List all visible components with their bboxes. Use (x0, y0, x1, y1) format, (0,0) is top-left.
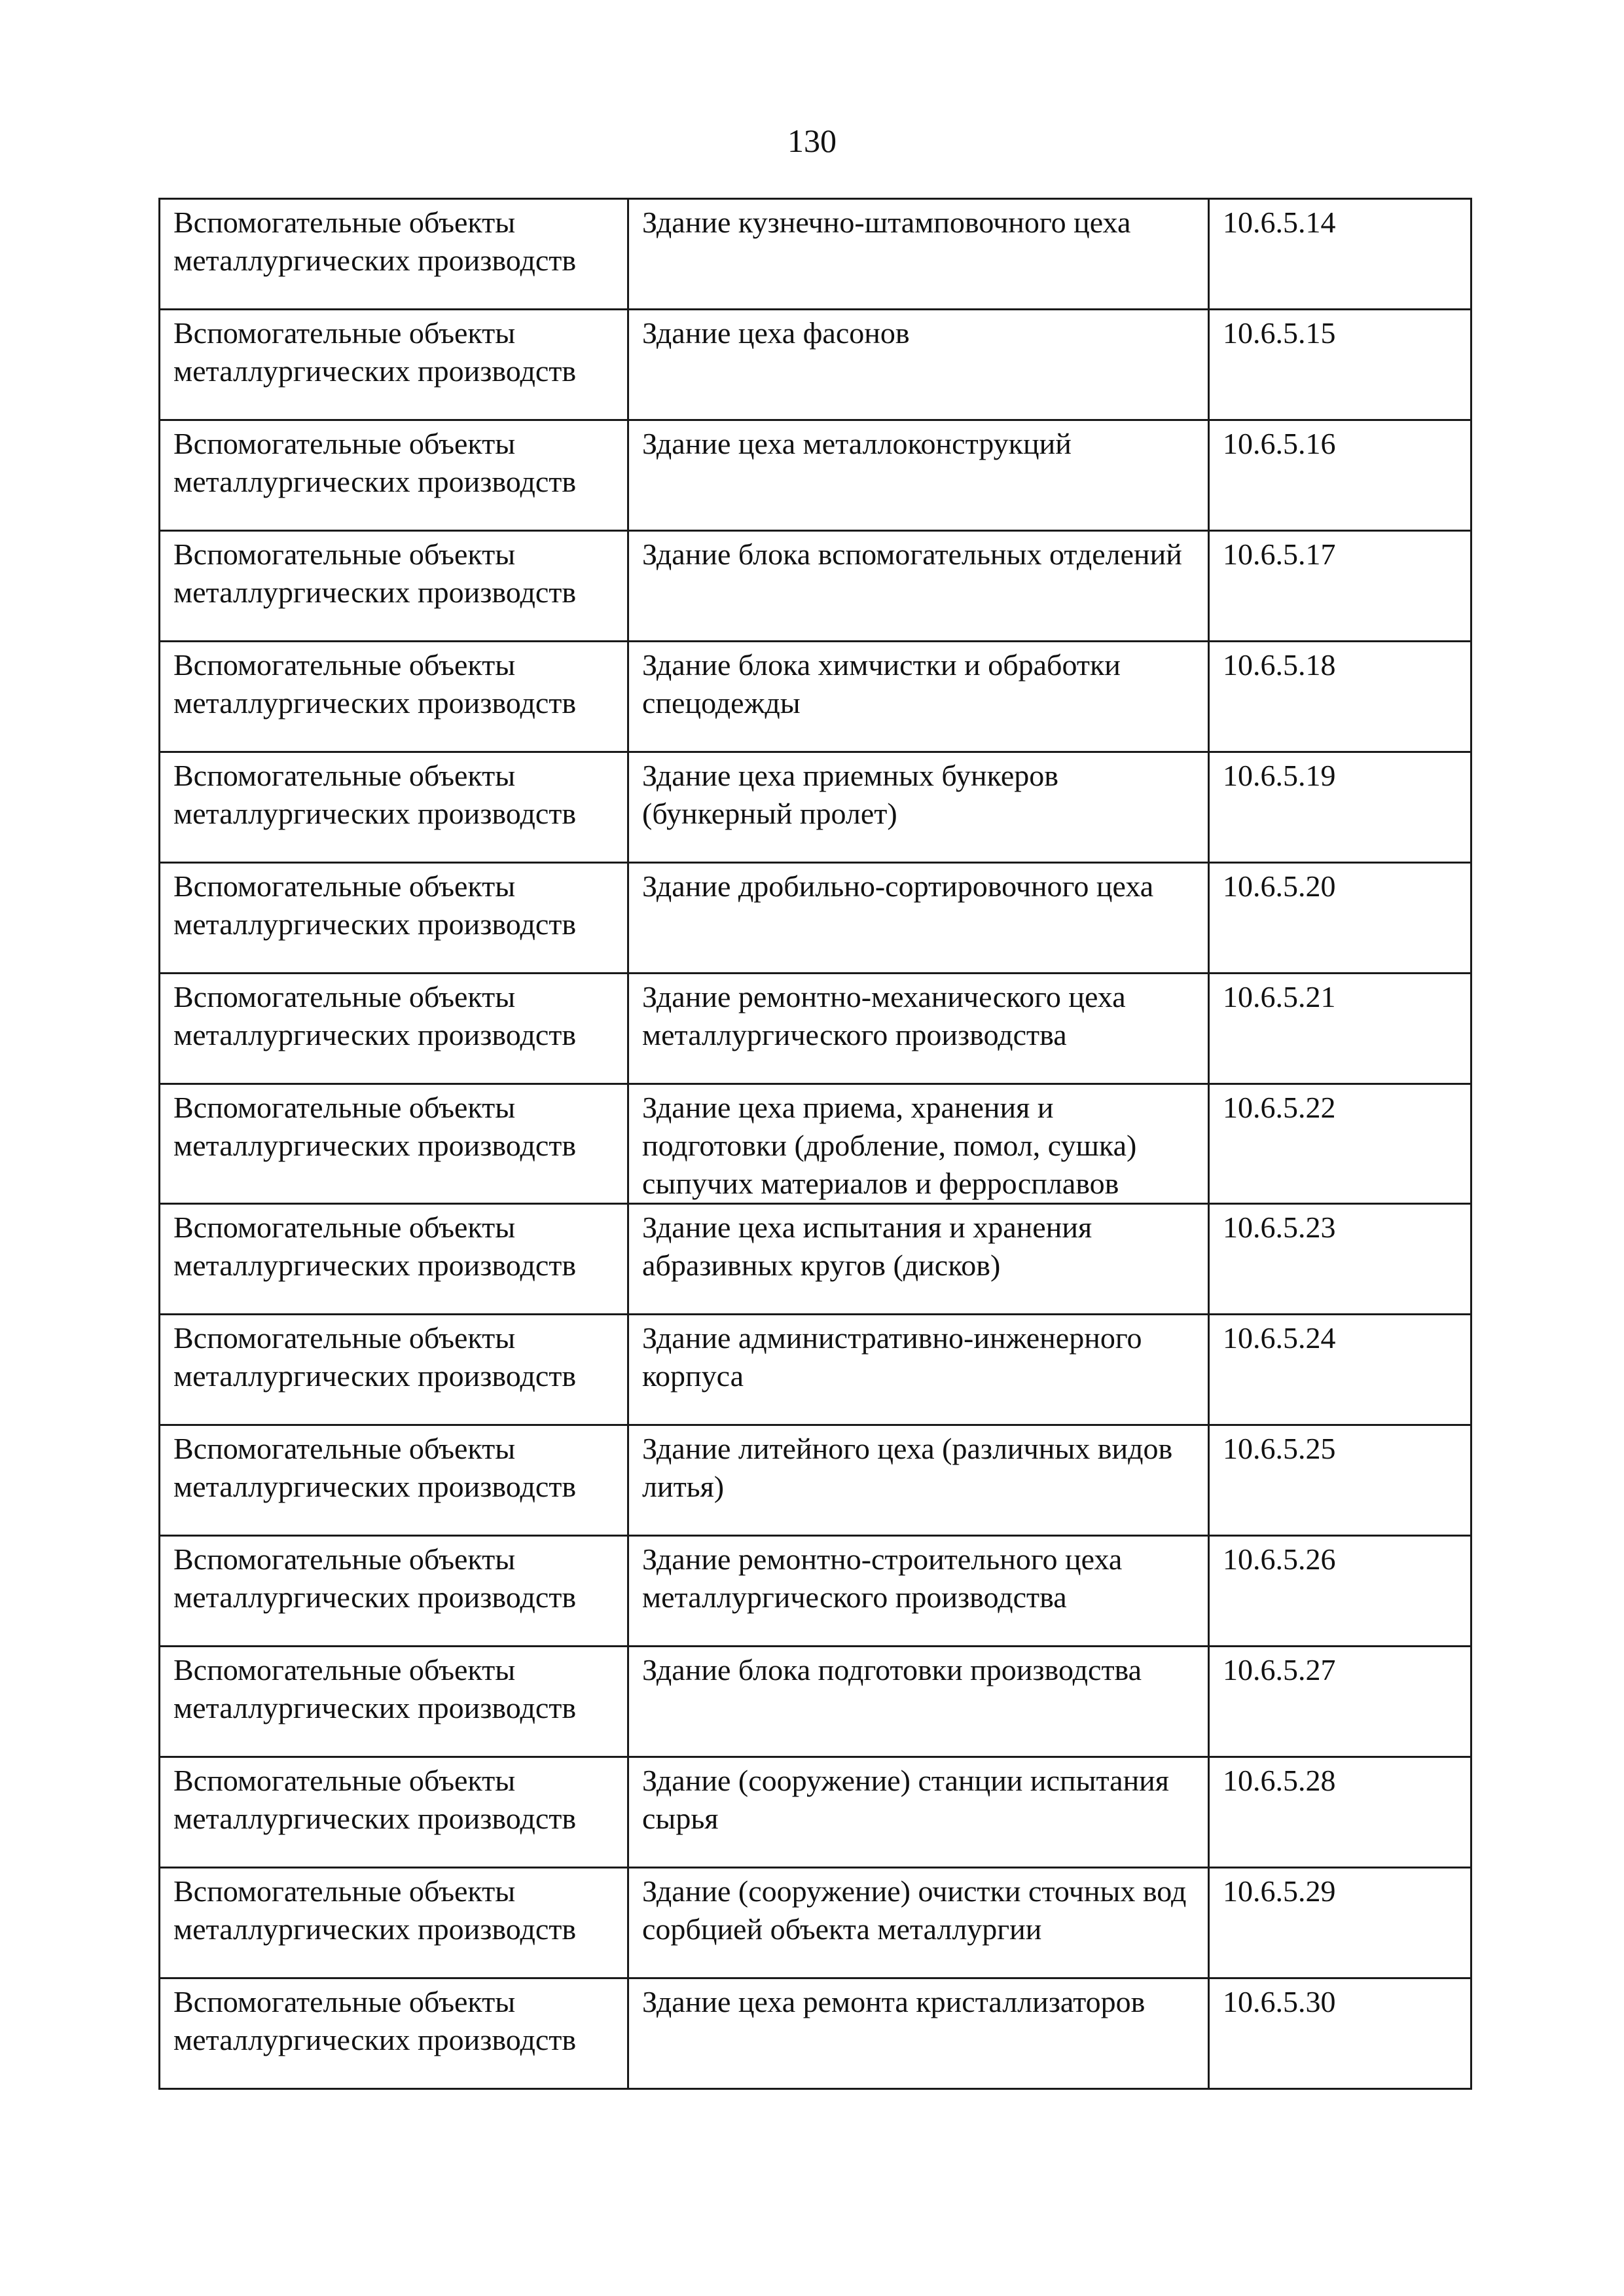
object-cell: Здание административно-инженерного корпуса (628, 1315, 1209, 1425)
table-row (160, 531, 1471, 642)
object-cell: Здание блока подготовки производства (628, 1647, 1209, 1757)
object-cell: Здание блока вспомогательных отделений (628, 531, 1209, 642)
code-cell: 10.6.5.16 (1209, 420, 1471, 531)
code-cell: 10.6.5.27 (1209, 1647, 1471, 1757)
category-cell: Вспомогательные объекты металлургических производств (160, 752, 628, 863)
category-cell: Вспомогательные объекты металлургических производств (160, 1868, 628, 1978)
category-cell: Вспомогательные объекты металлургических производств (160, 1978, 628, 2089)
category-cell: Вспомогательные объекты металлургических производств (160, 1536, 628, 1647)
table-row (160, 420, 1471, 531)
object-cell: Здание ремонтно-строительного цеха металлургического производства (628, 1536, 1209, 1647)
code-cell: 10.6.5.25 (1209, 1425, 1471, 1536)
code-cell: 10.6.5.21 (1209, 974, 1471, 1084)
table-row (160, 1204, 1471, 1315)
code-cell: 10.6.5.18 (1209, 642, 1471, 752)
objects-table (158, 198, 1472, 2090)
table-row (160, 752, 1471, 863)
object-cell: Здание цеха фасонов (628, 310, 1209, 420)
category-cell: Вспомогательные объекты металлургических производств (160, 1204, 628, 1315)
object-cell: Здание кузнечно-штамповочного цеха (628, 199, 1209, 310)
table-row (160, 1868, 1471, 1978)
category-cell: Вспомогательные объекты металлургических производств (160, 974, 628, 1084)
code-cell: 10.6.5.28 (1209, 1757, 1471, 1868)
table-row (160, 974, 1471, 1084)
code-cell: 10.6.5.22 (1209, 1084, 1471, 1204)
object-cell: Здание цеха металлоконструкций (628, 420, 1209, 531)
object-cell: Здание блока химчистки и обработки спецодежды (628, 642, 1209, 752)
code-cell: 10.6.5.24 (1209, 1315, 1471, 1425)
object-cell: Здание цеха приемных бункеров (бункерный пролет) (628, 752, 1209, 863)
category-cell: Вспомогательные объекты металлургических производств (160, 1425, 628, 1536)
table-row (160, 863, 1471, 974)
category-cell: Вспомогательные объекты металлургических производств (160, 1647, 628, 1757)
table-row (160, 199, 1471, 310)
table-row (160, 642, 1471, 752)
object-cell: Здание цеха приема, хранения и подготовки (дробление, помол, сушка) сыпучих материалов и ферросплавов (628, 1084, 1209, 1204)
category-cell: Вспомогательные объекты металлургических производств (160, 531, 628, 642)
object-cell: Здание цеха испытания и хранения абразивных кругов (дисков) (628, 1204, 1209, 1315)
page-number: 130 (787, 122, 837, 159)
code-cell: 10.6.5.23 (1209, 1204, 1471, 1315)
object-cell: Здание цеха ремонта кристаллизаторов (628, 1978, 1209, 2089)
category-cell: Вспомогательные объекты металлургических производств (160, 1315, 628, 1425)
code-cell: 10.6.5.14 (1209, 199, 1471, 310)
category-cell: Вспомогательные объекты металлургических производств (160, 1757, 628, 1868)
code-cell: 10.6.5.30 (1209, 1978, 1471, 2089)
code-cell: 10.6.5.20 (1209, 863, 1471, 974)
table-row (160, 1757, 1471, 1868)
code-cell: 10.6.5.29 (1209, 1868, 1471, 1978)
table-row (160, 1315, 1471, 1425)
table-row (160, 310, 1471, 420)
code-cell: 10.6.5.15 (1209, 310, 1471, 420)
object-cell: Здание (сооружение) станции испытания сырья (628, 1757, 1209, 1868)
category-cell: Вспомогательные объекты металлургических производств (160, 199, 628, 310)
object-cell: Здание (сооружение) очистки сточных вод сорбцией объекта металлургии (628, 1868, 1209, 1978)
object-cell: Здание дробильно-сортировочного цеха (628, 863, 1209, 974)
category-cell: Вспомогательные объекты металлургических производств (160, 863, 628, 974)
table-row (160, 1084, 1471, 1204)
category-cell: Вспомогательные объекты металлургических производств (160, 420, 628, 531)
object-cell: Здание литейного цеха (различных видов литья) (628, 1425, 1209, 1536)
category-cell: Вспомогательные объекты металлургических производств (160, 642, 628, 752)
category-cell: Вспомогательные объекты металлургических производств (160, 310, 628, 420)
table-row (160, 1978, 1471, 2089)
code-cell: 10.6.5.19 (1209, 752, 1471, 863)
table-row (160, 1536, 1471, 1647)
table-row (160, 1425, 1471, 1536)
code-cell: 10.6.5.26 (1209, 1536, 1471, 1647)
table-row (160, 1647, 1471, 1757)
code-cell: 10.6.5.17 (1209, 531, 1471, 642)
object-cell: Здание ремонтно-механического цеха металлургического производства (628, 974, 1209, 1084)
category-cell: Вспомогательные объекты металлургических производств (160, 1084, 628, 1204)
